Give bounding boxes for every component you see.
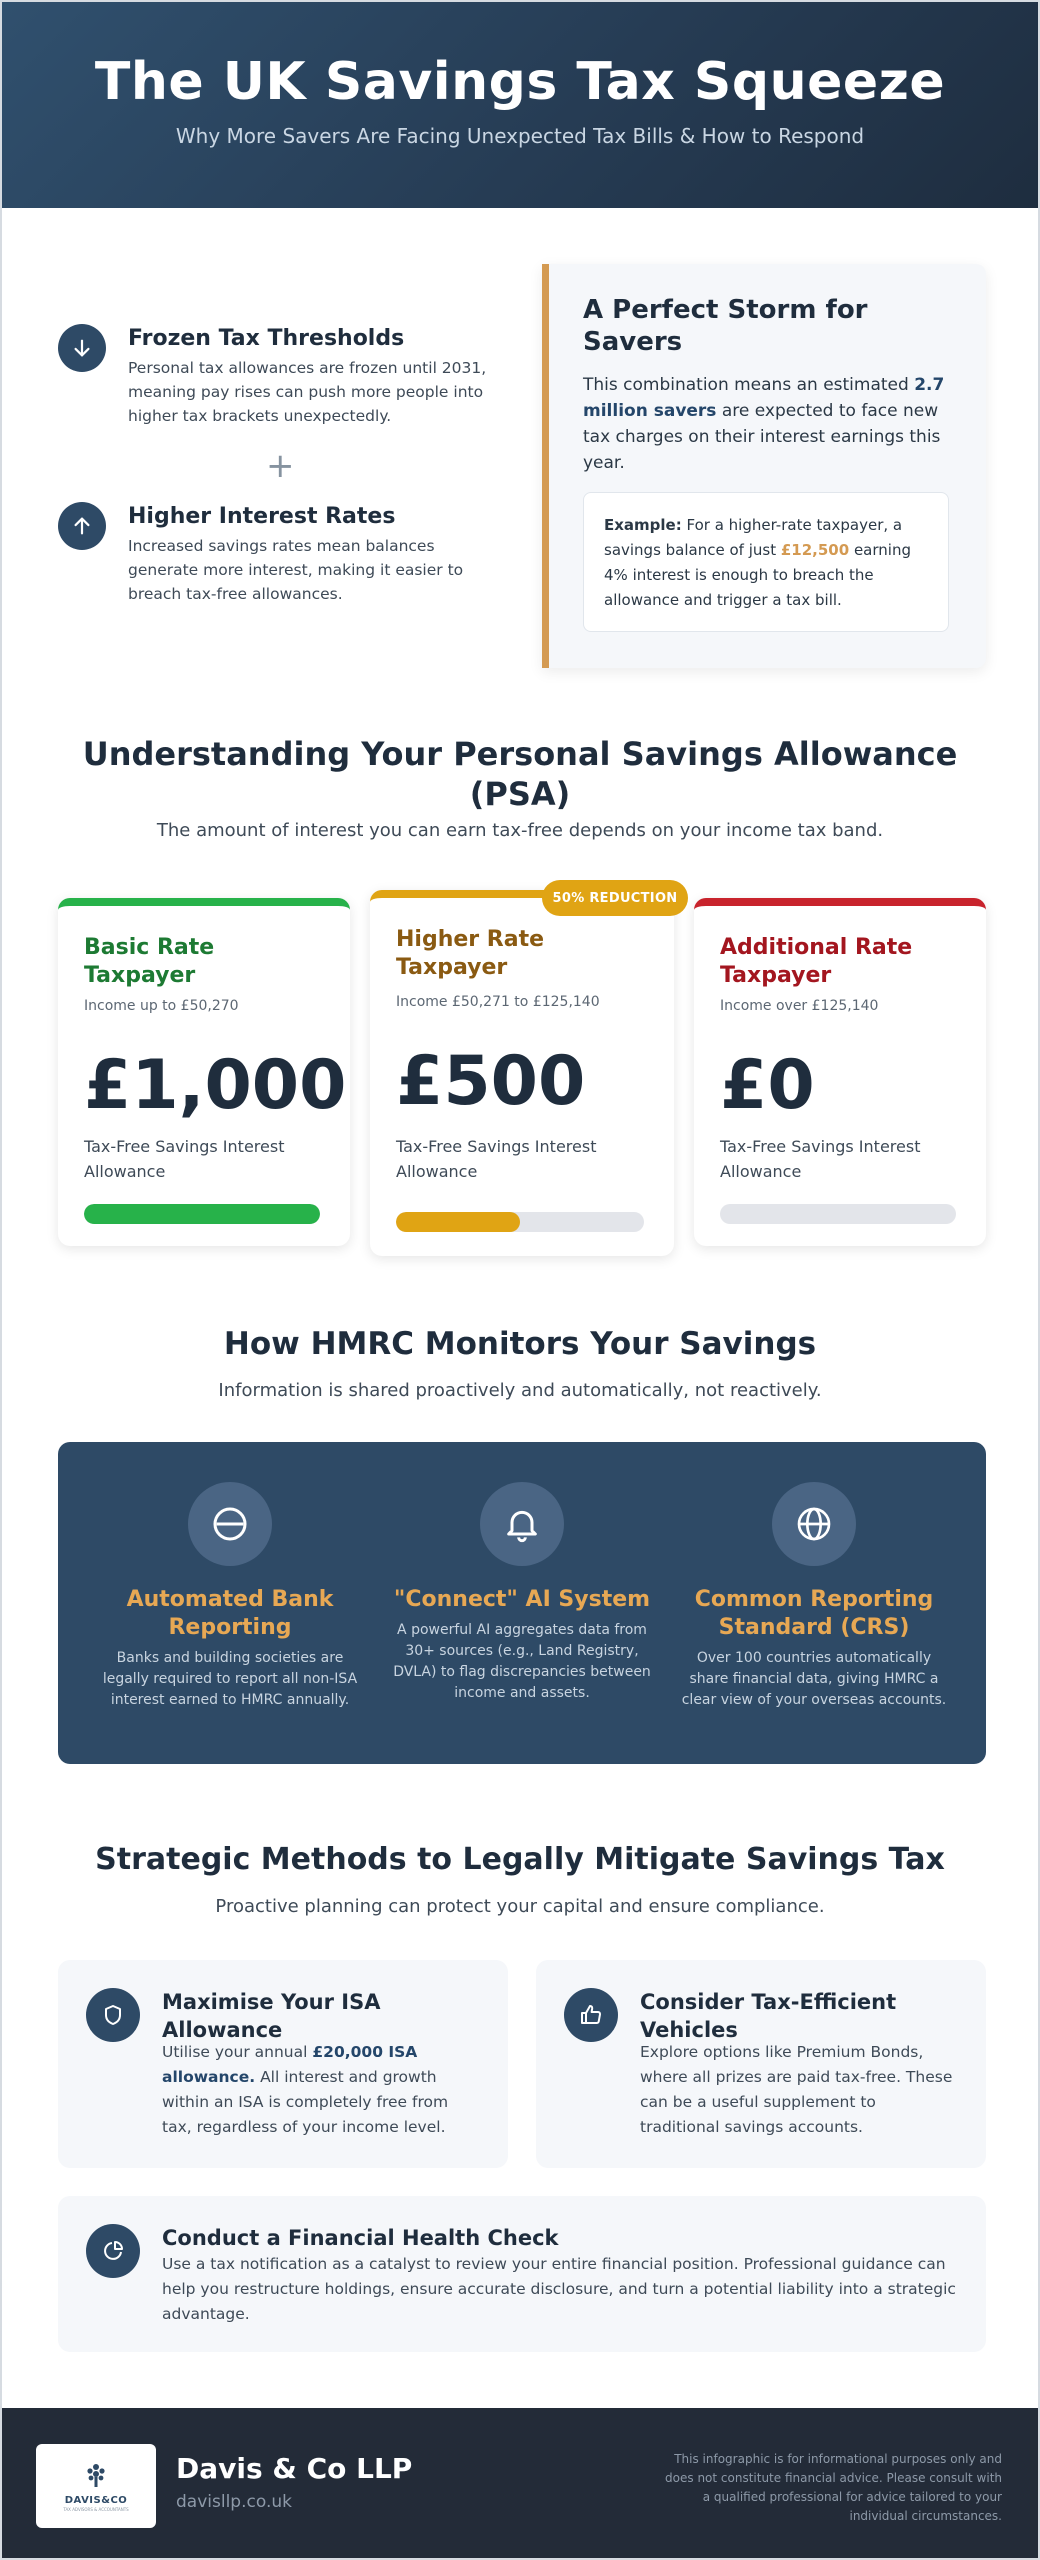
globe-icon (772, 1482, 856, 1566)
card-income-range: Income up to £50,270 (84, 998, 239, 1014)
isa-allowance-highlight: £20,000 ISA allowance. (162, 2043, 418, 2086)
psa-card-additional (694, 898, 986, 1246)
logo-subtext: TAX ADVISORS & ACCOUNTANTS (63, 2506, 129, 2512)
hmrc-panel (58, 1442, 986, 1764)
storm-highlight: 2.7 million savers (583, 375, 945, 421)
allowance-bar-fill (84, 1204, 320, 1224)
allowance-bar (396, 1212, 644, 1232)
thumbs-up-icon (564, 1988, 618, 2042)
card-title: Basic Rate Taxpayer (84, 935, 215, 988)
allowance-bar (84, 1204, 320, 1224)
monitor-title: Common Reporting Standard (CRS) (694, 1587, 934, 1640)
disclaimer: This infographic is for informational purposes only and does not constitute financial advice. Please consult with a qualified professional for advice tailored to your individual circumstances. (665, 2452, 1002, 2523)
card-amount: £1,000 (84, 1046, 347, 1125)
factor-text: Personal tax allowances are frozen until 2031, meaning pay rises can push more people into higher tax brackets unexpectedly. (128, 359, 487, 425)
storm-title: A Perfect Storm for Savers (583, 295, 868, 357)
card-description: Tax-Free Savings Interest Allowance (720, 1137, 921, 1181)
bank-icon (188, 1482, 272, 1566)
hmrc-subtitle: Information is shared proactively and automatically, not reactively. (218, 1380, 822, 1401)
strategy-text: Explore options like Premium Bonds, where all prizes are paid tax-free. These can be a useful supplement to traditional savings accounts. (640, 2043, 953, 2136)
example-label: Example: (604, 516, 682, 534)
psa-card-higher (370, 890, 674, 1256)
strategy-text: Use a tax notification as a catalyst to review your entire financial position. Professional guidance can help you restructure holdings, ensure accurate disclosure, and turn a potential liability into a strategic advantage. (162, 2255, 956, 2323)
logo-emblem (81, 2461, 111, 2491)
page-title: The UK Savings Tax Squeeze (94, 52, 946, 112)
arrow-up-icon (58, 502, 106, 550)
example-box: Example: For a higher-rate taxpayer, a savings balance of just £12,500 earning 4% interest is enough to breach the allowance and trigger a tax bill. (583, 492, 949, 632)
monitor-text: Over 100 countries automatically share financial data, giving HMRC a clear view of your overseas accounts. (681, 1650, 947, 1708)
strategy-title: Maximise Your ISA Allowance (162, 1990, 381, 2042)
bell-icon (480, 1482, 564, 1566)
storm-text: This combination means an estimated 2.7 million savers are expected to face new tax charges on their interest earnings this year. (583, 375, 945, 473)
monitor-text: A powerful AI aggregates data from 30+ sources (e.g., Land Registry, DVLA) to flag discrepancies between income and assets. (393, 1622, 651, 1701)
strategies-title: Strategic Methods to Legally Mitigate Savings Tax (95, 1842, 945, 1877)
strategy-text: Utilise your annual £20,000 ISA allowance. All interest and growth within an ISA is completely free from tax, regardless of your income level. (162, 2043, 449, 2136)
firm-name: Davis & Co LLP (176, 2452, 413, 2485)
strategy-vehicles (536, 1960, 986, 2168)
strategy-title: Consider Tax-Efficient Vehicles (640, 1990, 897, 2042)
monitor-crs (669, 1482, 959, 1711)
card-description: Tax-Free Savings Interest Allowance (396, 1137, 597, 1181)
shield-icon (86, 1988, 140, 2042)
reduction-badge: 50% REDUCTION (542, 880, 688, 916)
strategy-isa (58, 1960, 508, 2168)
card-title: Additional Rate Taxpayer (720, 935, 913, 988)
hmrc-title: How HMRC Monitors Your Savings (223, 1326, 817, 1362)
monitor-title: "Connect" AI System (393, 1587, 651, 1612)
pie-chart-icon (86, 2224, 140, 2278)
monitor-bank-reporting (85, 1482, 375, 1711)
psa-card-basic (58, 898, 350, 1246)
card-amount: £500 (396, 1042, 586, 1121)
allowance-bar (720, 1204, 956, 1224)
card-income-range: Income over £125,140 (720, 998, 879, 1014)
logo-text: DAVIS&CO (64, 2494, 128, 2506)
page-subtitle: Why More Savers Are Facing Unexpected Tax Bills & How to Respond (175, 124, 865, 148)
factor-title: Frozen Tax Thresholds (128, 326, 405, 351)
strategies-subtitle: Proactive planning can protect your capital and ensure compliance. (215, 1896, 825, 1917)
factor-title: Higher Interest Rates (128, 504, 396, 529)
strategy-health-check (58, 2196, 986, 2352)
factor-text: Increased savings rates mean balances generate more interest, making it easier to breach tax-free allowances. (128, 537, 464, 603)
card-income-range: Income £50,271 to £125,140 (396, 994, 600, 1010)
header-banner (2, 2, 1038, 208)
example-amount: £12,500 (780, 541, 850, 559)
perfect-storm-panel (542, 264, 986, 668)
strategy-title: Conduct a Financial Health Check (162, 2226, 559, 2250)
company-logo (36, 2444, 156, 2528)
monitor-title: Automated Bank Reporting (126, 1587, 334, 1640)
allowance-bar-fill (396, 1212, 520, 1232)
firm-website[interactable]: davisllp.co.uk (176, 2492, 292, 2512)
card-amount: £0 (720, 1046, 815, 1125)
card-description: Tax-Free Savings Interest Allowance (84, 1137, 285, 1181)
psa-title: Understanding Your Personal Savings Allowance (PSA) (82, 735, 958, 813)
arrow-down-icon (58, 324, 106, 372)
plus-sign: + (266, 446, 295, 486)
psa-subtitle: The amount of interest you can earn tax-free depends on your income tax band. (156, 820, 884, 841)
card-title: Higher Rate Taxpayer (396, 927, 545, 980)
monitor-connect-ai (377, 1482, 667, 1704)
monitor-text: Banks and building societies are legally required to report all non-ISA interest earned to HMRC annually. (102, 1650, 358, 1708)
footer (2, 2408, 1038, 2558)
